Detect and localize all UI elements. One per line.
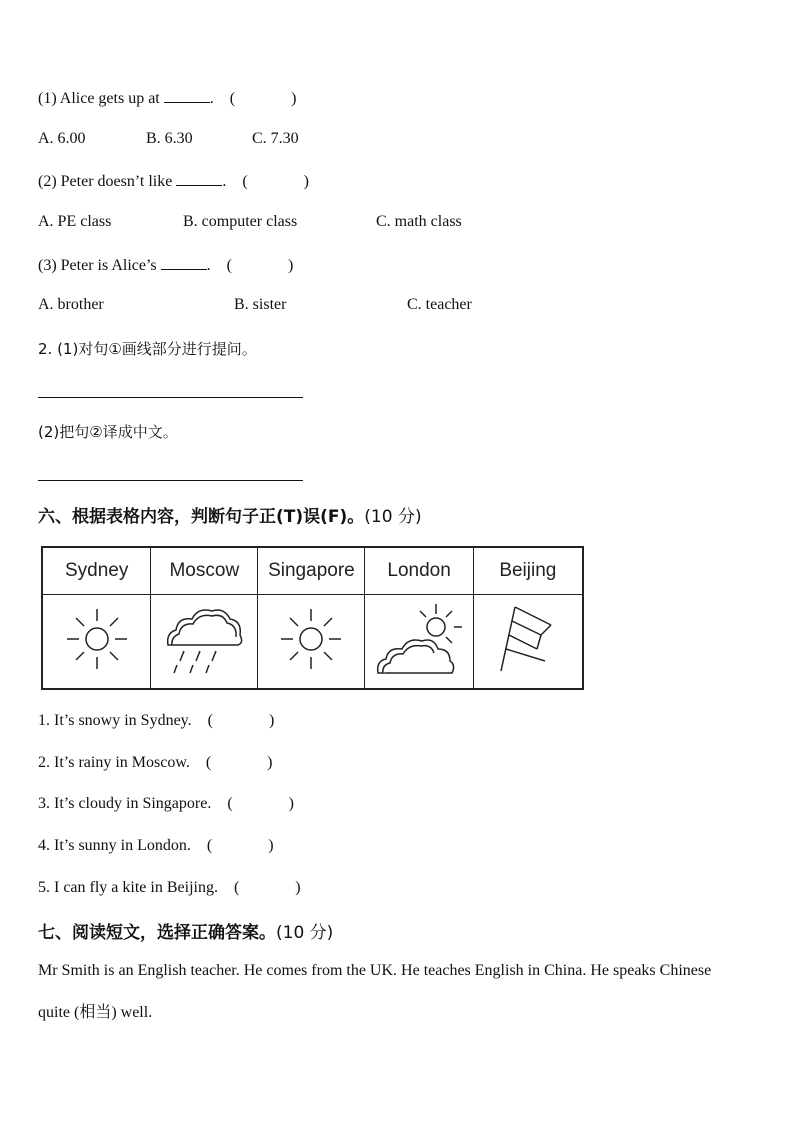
option-c: C. math class: [376, 213, 462, 230]
statement-text: 1. It’s snowy in Sydney.: [38, 712, 192, 729]
statement-3: [38, 795, 294, 813]
statement-1: [38, 712, 274, 730]
answer-parentheses[interactable]: ( ): [233, 879, 301, 896]
period: .: [222, 173, 227, 190]
option-c: C. teacher: [407, 296, 472, 313]
section-7-heading: [38, 918, 333, 943]
weather-cell-london: [365, 595, 473, 690]
statement-text: 4. It’s sunny in London.: [38, 837, 191, 854]
statement-4: [38, 837, 274, 855]
question-2-2: (2)把句②译成中文。: [38, 423, 178, 441]
cloud-sun-icon: [374, 599, 464, 679]
city-sydney: Sydney: [42, 547, 151, 595]
score: (10 分): [364, 507, 422, 527]
answer-line[interactable]: [38, 480, 303, 481]
score: (10 分): [276, 923, 334, 943]
answer-blank[interactable]: [161, 255, 207, 270]
option-b: B. computer class: [183, 213, 298, 230]
weather-cell-moscow: [151, 595, 258, 690]
answer-blank[interactable]: [176, 171, 222, 186]
question-1-2: [38, 171, 309, 191]
statement-2: [38, 754, 273, 772]
statement-text: 2. It’s rainy in Moscow.: [38, 754, 190, 771]
city-moscow: Moscow: [151, 547, 258, 595]
answer-parentheses[interactable]: ( ): [206, 837, 274, 854]
answer-parentheses[interactable]: ( ): [226, 257, 294, 274]
statement-text: 3. It’s cloudy in Singapore.: [38, 795, 212, 812]
answer-parentheses[interactable]: ( ): [229, 90, 297, 107]
question-1-1: [38, 88, 296, 108]
answer-line[interactable]: [38, 397, 303, 398]
heading-text: 七、阅读短文，选择正确答案。: [38, 923, 276, 943]
option-b: B. 6.30: [146, 130, 193, 147]
weather-cell-singapore: [258, 595, 365, 690]
question-2-1: 2. (1)对句①画线部分进行提问。: [38, 340, 257, 358]
weather-cell-beijing: [473, 595, 583, 690]
weather-cell-sydney: [42, 595, 151, 690]
period: .: [206, 257, 211, 274]
option-b: B. sister: [234, 296, 287, 313]
statement-text: 5. I can fly a kite in Beijing.: [38, 879, 218, 896]
city-beijing: Beijing: [473, 547, 583, 595]
section-6-heading: [38, 502, 422, 527]
city-singapore: Singapore: [258, 547, 365, 595]
period: .: [209, 90, 214, 107]
city-london: London: [365, 547, 473, 595]
question-text: (1) Alice gets up at: [38, 90, 160, 107]
reading-passage: Mr Smith is an English teacher. He comes from the UK. He teaches English in China. He speaks Chinese quite (相当) well.: [38, 962, 712, 1021]
option-a: A. brother: [38, 296, 104, 313]
answer-blank[interactable]: [164, 88, 210, 103]
flag-wind-icon: [493, 599, 563, 679]
answer-parentheses[interactable]: ( ): [242, 173, 309, 190]
option-a: A. PE class: [38, 213, 112, 230]
question-text: (3) Peter is Alice’s: [38, 257, 157, 274]
statement-5: [38, 879, 301, 897]
option-c: C. 7.30: [252, 130, 299, 147]
answer-parentheses[interactable]: ( ): [207, 712, 275, 729]
weather-table: [41, 546, 584, 690]
sun-icon: [62, 604, 132, 674]
rain-cloud-icon: [162, 599, 246, 679]
question-text: (2) Peter doesn’t like: [38, 173, 173, 190]
heading-text: 六、根据表格内容，判断句子正(T)误(F)。: [38, 507, 365, 527]
question-1-3: [38, 255, 293, 275]
answer-parentheses[interactable]: ( ): [205, 754, 273, 771]
answer-parentheses[interactable]: ( ): [227, 795, 294, 812]
option-a: A. 6.00: [38, 130, 86, 147]
sun-icon: [276, 604, 346, 674]
